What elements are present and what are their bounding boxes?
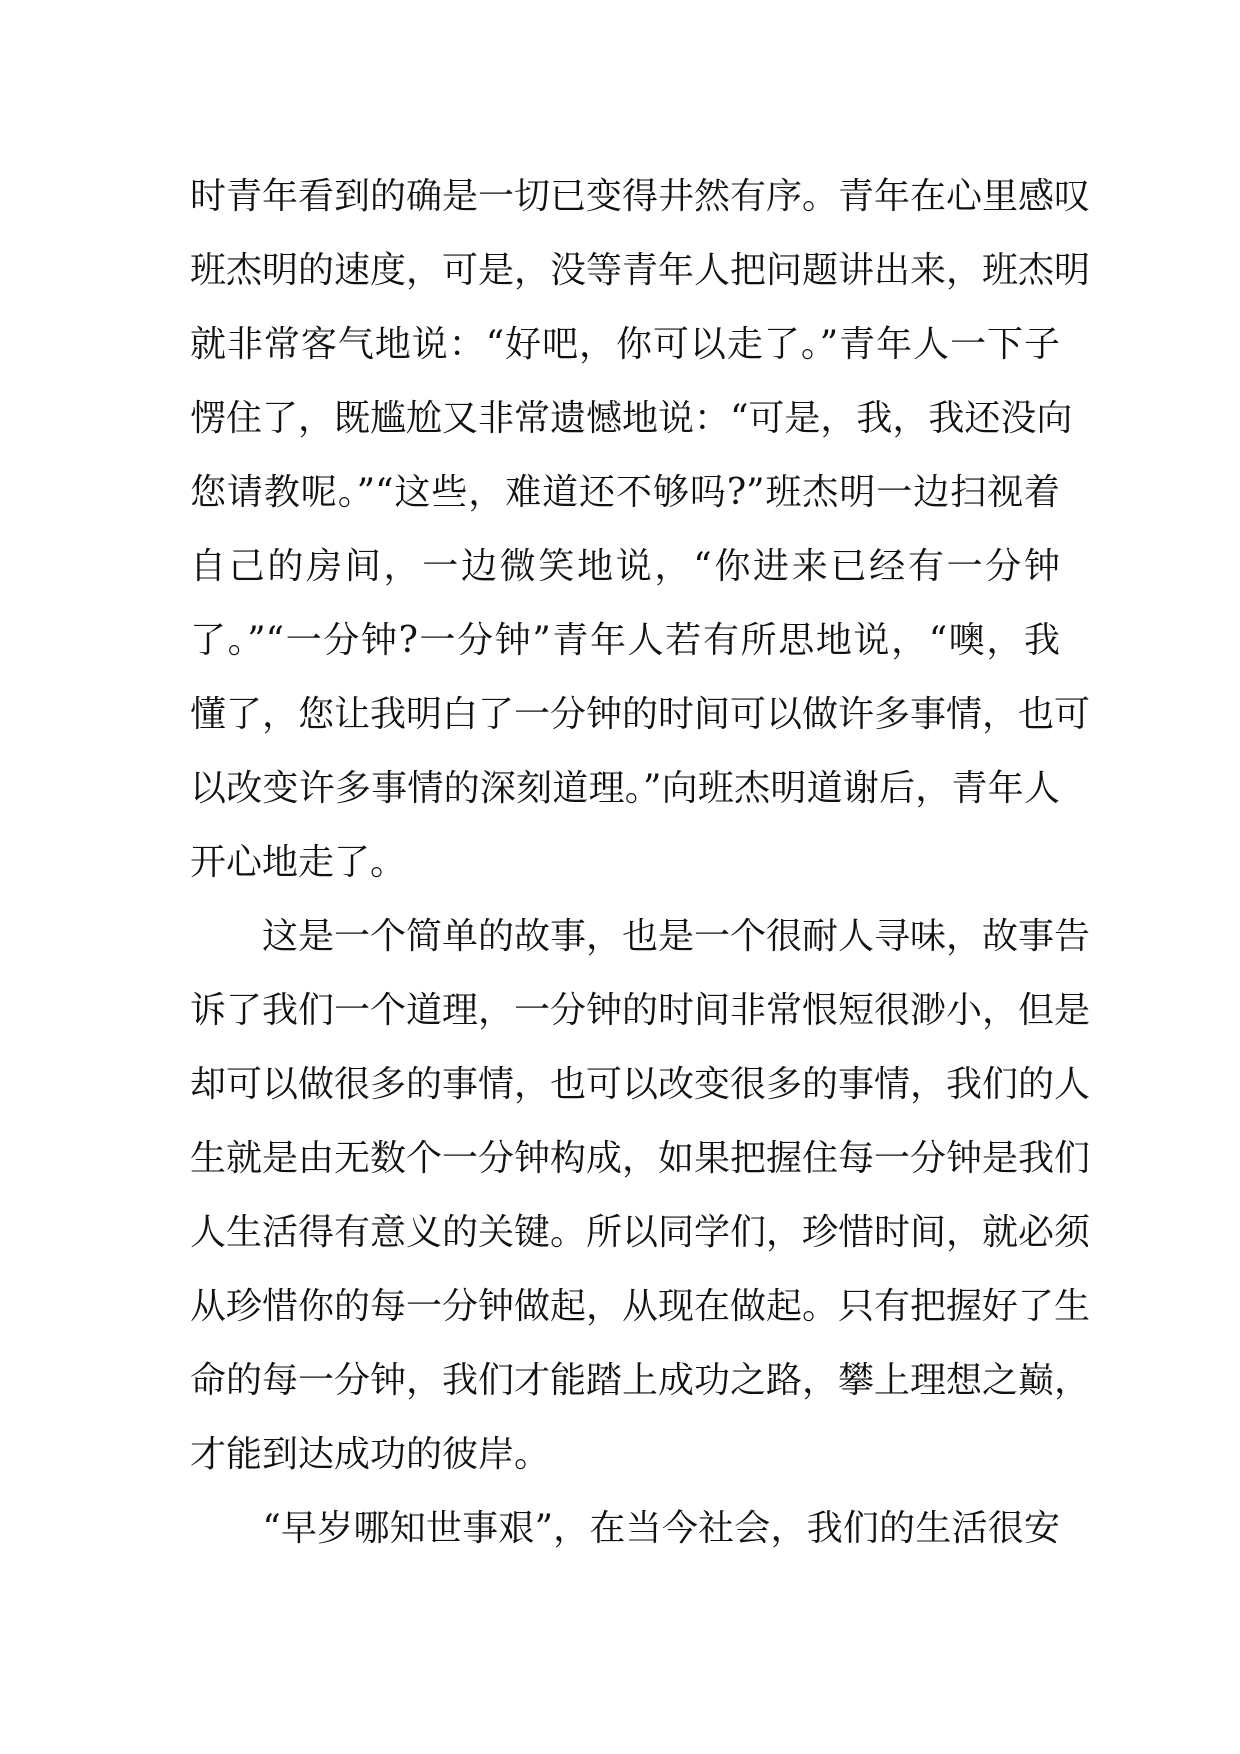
text-line: 就非常客气地说：“好吧，你可以走了。”青年人一下子 <box>190 324 1060 365</box>
text-line: “早岁哪知世事艰”，在当今社会，我们的生活很安 <box>190 1508 1060 1549</box>
text-line: 班杰明的速度，可是，没等青年人把问题讲出来，班杰明 <box>190 250 1091 291</box>
text-line: 了。”“一分钟?一分钟”青年人若有所思地说，“噢，我 <box>190 620 1060 661</box>
text-line: 您请教呢。”“这些，难道还不够吗?”班杰明一边扫视着 <box>190 472 1060 513</box>
document-body <box>190 160 1091 1566</box>
text-line: 开心地走了。 <box>190 842 407 883</box>
text-line: 却可以做很多的事情，也可以改变很多的事情，我们的人 <box>190 1064 1091 1105</box>
text-line: 自己的房间，一边微笑地说，“你进来已经有一分钟 <box>190 546 1060 587</box>
paragraph-2 <box>190 900 1091 1492</box>
text-line: 从珍惜你的每一分钟做起，从现在做起。只有把握好了生 <box>190 1286 1091 1327</box>
text-line: 才能到达成功的彼岸。 <box>190 1434 551 1475</box>
text-line: 愣住了，既尴尬又非常遗憾地说：“可是，我，我还没向 <box>190 398 1073 439</box>
text-line: 以改变许多事情的深刻道理。”向班杰明道谢后，青年人 <box>190 768 1060 809</box>
text-line: 诉了我们一个道理，一分钟的时间非常恨短很渺小，但是 <box>190 990 1091 1031</box>
text-line: 懂了，您让我明白了一分钟的时间可以做许多事情，也可 <box>190 694 1091 735</box>
text-line: 命的每一分钟，我们才能踏上成功之路，攀上理想之巅， <box>190 1360 1091 1401</box>
text-line: 人生活得有意义的关键。所以同学们，珍惜时间，就必须 <box>190 1212 1091 1253</box>
text-line: 这是一个简单的故事，也是一个很耐人寻味，故事告 <box>190 916 1091 957</box>
text-line: 时青年看到的确是一切已变得井然有序。青年在心里感叹 <box>190 176 1091 217</box>
text-line: 生就是由无数个一分钟构成，如果把握住每一分钟是我们 <box>190 1138 1091 1179</box>
paragraph-3 <box>190 1492 1060 1566</box>
paragraph-1 <box>190 160 1091 900</box>
